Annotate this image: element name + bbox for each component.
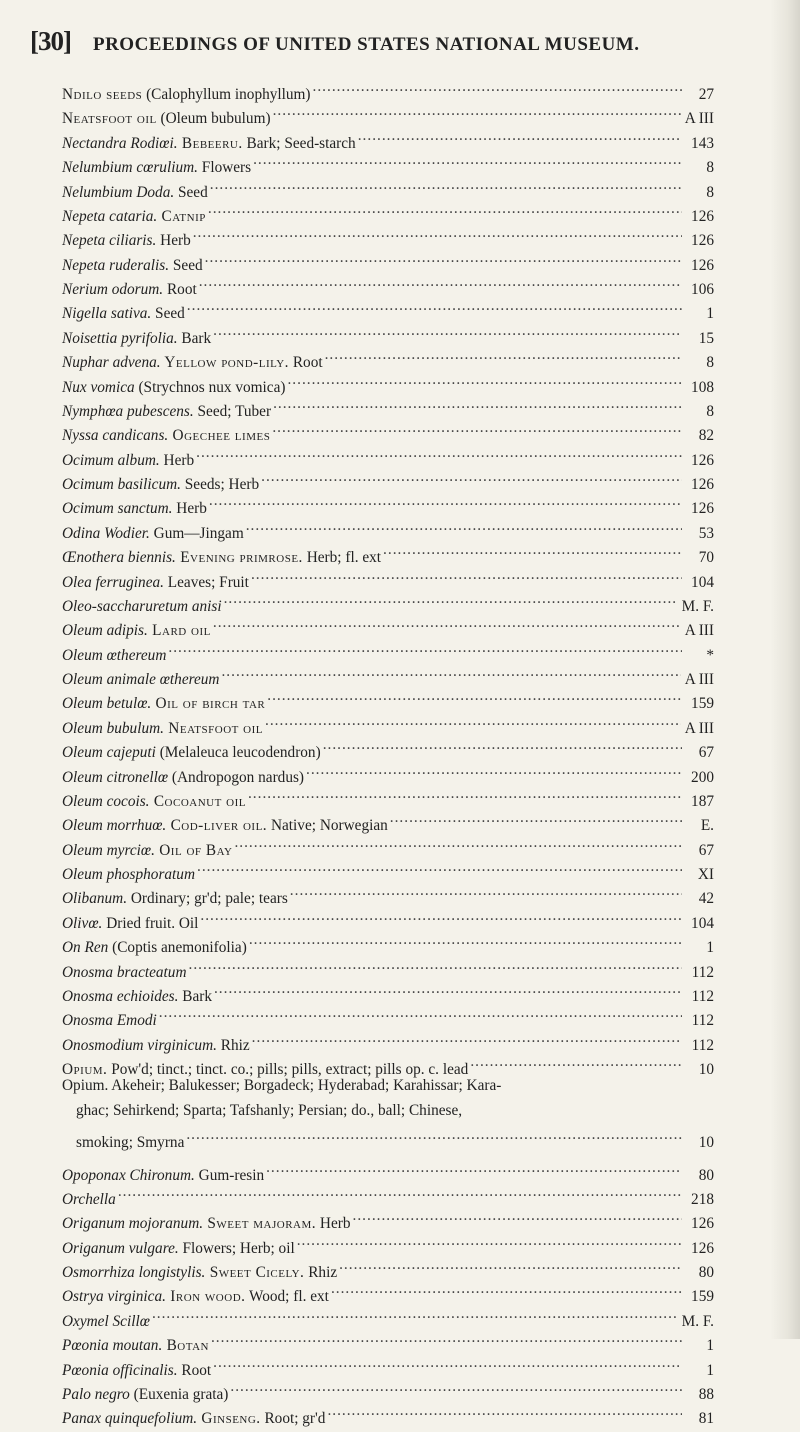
dot-leader	[211, 1326, 682, 1350]
entry-reference: 10	[698, 1134, 714, 1152]
entry-scientific-name: Palo negro	[62, 1385, 130, 1403]
page-edge-shadow	[770, 0, 800, 1339]
dot-leader	[168, 636, 682, 660]
entry-text	[62, 376, 285, 400]
entry-scientific-name: Nyssa candicans.	[62, 427, 169, 445]
entry-text	[62, 912, 198, 936]
entry-detail: Seed	[151, 305, 185, 323]
entry-common-name: Sweet Cicely.	[205, 1264, 305, 1281]
entry-detail: Rhiz	[216, 1036, 250, 1054]
entry-scientific-name: Oleum bubulum.	[62, 719, 164, 737]
entry-reference: 143	[691, 134, 714, 152]
dot-leader	[297, 1229, 682, 1253]
entry-text	[62, 692, 265, 716]
dot-leader	[152, 1302, 678, 1326]
entry-detail: Flowers	[197, 159, 252, 177]
entry-detail: (Oleum bubulum)	[156, 110, 271, 128]
entry-reference: 15	[698, 329, 714, 347]
entry-scientific-name: Nerium odorum.	[62, 281, 164, 298]
entry-common-name: Iron wood.	[165, 1288, 246, 1306]
entry-text	[62, 400, 271, 424]
page-number: [30]	[30, 26, 71, 56]
entry-text	[62, 1261, 337, 1285]
entry-detail: Bark	[177, 329, 212, 347]
entry-scientific-name: Oleum cocois.	[62, 792, 150, 810]
entry-scientific-name: Origanum mojoranum.	[62, 1215, 204, 1233]
dot-leader	[213, 319, 682, 343]
entry-scientific-name: Nectandra Rodiœi.	[62, 134, 178, 152]
dot-leader	[261, 465, 682, 489]
dot-leader	[287, 368, 682, 392]
entry-scientific-name: Origanum vulgare.	[62, 1239, 179, 1257]
entry-common-name: Oil of Bay	[154, 841, 233, 859]
entry-text	[62, 595, 222, 619]
index-entry	[62, 1026, 714, 1054]
entry-text	[62, 1310, 150, 1334]
entry-text	[62, 107, 271, 131]
entry-text	[62, 1188, 116, 1212]
entry-text	[62, 205, 206, 229]
entry-text	[62, 327, 211, 351]
dot-leader	[325, 343, 682, 367]
entry-detail: Bark; Seed-starch	[242, 134, 356, 152]
dot-leader	[234, 831, 682, 855]
dot-leader	[221, 660, 680, 684]
entry-reference: 1	[706, 939, 714, 957]
entry-reference: 104	[691, 914, 714, 932]
entry-detail: (Strychnos nux vomica)	[134, 378, 286, 396]
dot-leader	[290, 879, 682, 903]
entry-text	[62, 1407, 325, 1431]
entry-scientific-name: Nelumbium cœrulium.	[62, 159, 198, 177]
dot-leader	[197, 855, 682, 879]
entry-scientific-name: Nepeta cataria.	[62, 207, 158, 225]
entry-scientific-name: Œnothera biennis.	[62, 549, 176, 567]
entry-detail: (Euxenia grata)	[129, 1385, 229, 1403]
index-entry	[62, 75, 714, 103]
entry-scientific-name: Nelumbium Doda.	[62, 183, 175, 201]
entry-reference: 88	[698, 1385, 714, 1403]
entry-scientific-name: Nuphar advena.	[62, 354, 161, 372]
entry-detail: Herb	[316, 1215, 351, 1233]
entry-text	[62, 741, 321, 765]
entry-text	[62, 497, 207, 521]
entry-reference: 27	[698, 86, 714, 103]
dot-leader	[339, 1253, 682, 1277]
entry-text	[62, 961, 187, 985]
entry-text	[62, 1009, 157, 1033]
entry-common-name: Cocoanut oil	[149, 792, 246, 810]
entry-scientific-name: Onosma bracteatum	[62, 963, 187, 981]
entry-reference: 8	[706, 402, 714, 420]
entry-common-name: Evening primrose.	[175, 549, 303, 567]
entry-text	[62, 668, 219, 692]
dot-leader	[205, 246, 682, 270]
entry-scientific-name: Opoponax Chironum.	[62, 1166, 195, 1184]
dot-leader	[266, 1156, 682, 1180]
entry-detail: Root	[163, 281, 197, 298]
entry-reference: E.	[700, 817, 714, 835]
entry-reference: 1	[706, 305, 714, 323]
entry-scientific-name: Nymphœa pubescens.	[62, 402, 194, 420]
entry-detail: Seeds; Herb	[180, 476, 260, 493]
entry-detail: (Melaleuca leucodendron)	[155, 744, 321, 762]
dot-leader	[200, 904, 682, 928]
entry-reference: 112	[691, 963, 714, 981]
dot-leader	[390, 806, 682, 830]
entry-reference: M. F.	[681, 1312, 714, 1330]
dot-leader	[251, 563, 682, 587]
entry-detail: Ordinary; gr'd; pale; tears	[127, 890, 288, 908]
dot-leader	[265, 709, 681, 733]
entry-detail: Rhiz	[304, 1264, 338, 1281]
entry-detail: Seed	[174, 183, 208, 201]
entry-detail: (Coptis anemonifolia)	[108, 939, 247, 957]
entry-text	[62, 229, 191, 253]
entry-scientific-name: Ocimum basilicum.	[62, 476, 181, 493]
entry-reference: 8	[706, 183, 714, 201]
entry-scientific-name: Onosma Emodi	[62, 1012, 157, 1030]
entry-reference: 200	[691, 768, 714, 786]
entry-reference: A III	[684, 671, 714, 688]
dot-leader	[208, 197, 682, 221]
dot-leader	[383, 538, 682, 562]
entry-reference: A III	[684, 622, 714, 640]
entry-scientific-name: Oxymel Scillœ	[62, 1312, 150, 1330]
entry-reference: 70	[698, 549, 714, 567]
entry-common-name: Neatsfoot oil	[163, 719, 264, 737]
entry-text	[62, 644, 166, 668]
entry-common-name: Catnip	[157, 207, 206, 225]
entry-scientific-name: Nepeta ciliaris.	[62, 232, 157, 250]
opium-entry	[62, 1074, 714, 1155]
entry-text	[62, 1383, 228, 1407]
entry-text	[62, 522, 244, 546]
entry-common-name: Yellow pond-lily.	[160, 354, 290, 372]
entry-reference: 126	[691, 256, 714, 274]
entry-scientific-name: Olea ferruginea.	[62, 573, 164, 591]
entry-reference: 1	[706, 1337, 714, 1355]
opium-line-3	[62, 1123, 714, 1155]
dot-leader	[272, 416, 682, 440]
entry-scientific-name: Oleum phosphoratum	[62, 866, 195, 883]
entry-text	[62, 863, 195, 887]
entry-detail: Herb	[159, 451, 195, 469]
opium-line-1: Opium. Akeheir; Balukesser; Borgadeck; Hyderabad; Karahissar; Kara-	[62, 1077, 502, 1095]
entry-reference: 126	[691, 1215, 714, 1233]
entry-detail: Gum—Jingam	[149, 524, 244, 542]
entry-detail: Bark	[178, 987, 212, 1005]
index-entry	[62, 1204, 714, 1233]
entry-common-name: Oil of birch tar	[151, 695, 266, 713]
entry-text	[62, 302, 185, 326]
dot-leader	[187, 294, 682, 318]
entry-reference: 112	[691, 1036, 714, 1054]
entry-reference: 10	[698, 1061, 714, 1078]
entry-common-name: Cod-liver oil.	[166, 817, 268, 835]
dot-leader	[253, 148, 682, 172]
running-head-title: PROCEEDINGS OF UNITED STATES NATIONAL MUSEUM.	[92, 34, 640, 55]
dot-leader	[210, 173, 682, 197]
entry-scientific-name: On Ren	[62, 939, 109, 957]
entry-scientific-name: Noisettia pyrifolia.	[62, 329, 178, 347]
dot-leader	[193, 221, 682, 245]
entry-text	[62, 351, 323, 375]
entry-detail: Dried fruit. Oil	[102, 914, 199, 932]
dot-leader	[213, 1351, 682, 1375]
dot-leader	[196, 441, 682, 465]
entry-scientific-name: Panax quinquefolium.	[62, 1410, 198, 1428]
entry-scientific-name: Ocimum album.	[62, 451, 160, 469]
entry-detail: Herb; fl. ext	[302, 549, 382, 567]
entry-detail: (Calophyllum inophyllum)	[142, 86, 311, 103]
dot-leader	[267, 684, 682, 708]
entry-reference: 159	[691, 1288, 714, 1306]
entry-text	[62, 790, 246, 814]
entry-scientific-name: Odina Wodier.	[62, 524, 150, 542]
dot-leader	[273, 392, 682, 416]
entry-reference: 126	[691, 451, 714, 469]
entry-scientific-name: Oleum cajeputi	[62, 744, 156, 762]
dot-leader	[323, 733, 682, 757]
entry-text	[62, 449, 194, 473]
dot-leader	[252, 1026, 682, 1050]
entry-reference: 8	[706, 354, 714, 372]
dot-leader	[273, 99, 681, 123]
dot-leader	[358, 124, 682, 148]
entry-detail: Seed	[169, 256, 203, 274]
index-list	[62, 75, 714, 1428]
entry-reference: A III	[684, 110, 714, 128]
entry-lead: Ndilo seeds	[62, 86, 143, 103]
dot-leader	[331, 1277, 682, 1301]
entry-reference: 126	[691, 232, 714, 250]
entry-reference: 80	[698, 1166, 714, 1184]
entry-detail: Flowers; Herb; oil	[178, 1239, 295, 1257]
entry-reference: *	[706, 646, 714, 664]
entry-reference: 126	[691, 500, 714, 518]
entry-detail: Root	[177, 1361, 212, 1379]
dot-leader	[353, 1204, 682, 1228]
entry-reference: 80	[698, 1264, 714, 1281]
entry-scientific-name: Onosma echioides.	[62, 987, 179, 1005]
entry-scientific-name: Olibanum.	[62, 890, 128, 908]
entry-reference: A III	[684, 719, 714, 737]
dot-leader	[214, 977, 682, 1001]
entry-reference: XI	[697, 866, 714, 883]
dot-leader	[313, 75, 682, 99]
index-entry	[62, 1302, 714, 1330]
entry-reference: 42	[698, 890, 714, 908]
entry-text	[62, 571, 249, 595]
entry-scientific-name: Oleum citronellœ	[62, 768, 169, 786]
entry-scientific-name: Osmorrhiza longistylis.	[62, 1264, 206, 1281]
entry-reference: 218	[691, 1190, 714, 1208]
index-entry	[62, 1180, 714, 1208]
dot-leader	[224, 587, 678, 611]
entry-reference: 8	[706, 159, 714, 177]
index-entry	[62, 1001, 714, 1030]
index-entry	[62, 1326, 714, 1355]
dot-leader	[327, 1399, 682, 1423]
dot-leader	[249, 928, 682, 952]
entry-detail: (Andropogon nardus)	[168, 768, 305, 786]
entry-scientific-name: Ocimum sanctum.	[62, 500, 173, 518]
entry-scientific-name: Olivœ.	[62, 914, 103, 932]
entry-detail: Pow'd; tinct.; tinct. co.; pills; pills, extract; pills op. c. lead	[107, 1061, 469, 1078]
entry-reference: 108	[691, 378, 714, 396]
entry-lead: Opium.	[62, 1061, 108, 1078]
dot-leader	[209, 489, 682, 513]
entry-reference: 159	[691, 695, 714, 713]
entry-text	[62, 717, 263, 741]
entry-reference: 67	[698, 841, 714, 859]
entry-text	[62, 1359, 211, 1383]
entry-scientific-name: Oleum morrhuœ.	[62, 817, 167, 835]
entry-common-name: Ogechee limes	[168, 427, 271, 445]
entry-reference: M. F.	[681, 597, 714, 615]
entry-reference: 1	[706, 1361, 714, 1379]
entry-reference: 126	[691, 476, 714, 493]
entry-reference: 126	[691, 207, 714, 225]
entry-reference: 187	[691, 792, 714, 810]
entry-text	[62, 181, 208, 205]
dot-leader	[246, 514, 682, 538]
entry-detail: Leaves; Fruit	[163, 573, 249, 591]
entry-common-name: Ginseng.	[197, 1410, 261, 1428]
entry-text	[62, 1334, 209, 1358]
entry-detail: Gum-resin	[194, 1166, 265, 1184]
entry-scientific-name: Ostrya virginica.	[62, 1288, 166, 1306]
entry-detail: Seed; Tuber	[193, 402, 272, 420]
dot-leader	[118, 1180, 682, 1204]
dot-leader	[189, 953, 683, 977]
entry-scientific-name: Onosmodium virginicum.	[62, 1036, 217, 1054]
entry-scientific-name: Orchella	[62, 1190, 116, 1208]
entry-common-name: Sweet majoram.	[203, 1215, 317, 1233]
entry-scientific-name: Oleum betulœ.	[62, 695, 152, 713]
dot-leader	[230, 1375, 682, 1399]
entry-text	[62, 1237, 295, 1261]
entry-detail: Herb	[172, 500, 207, 518]
entry-reference: 106	[691, 281, 714, 298]
entry-scientific-name: Oleum myrciœ.	[62, 841, 155, 859]
entry-common-name: Botan	[162, 1337, 209, 1355]
dot-leader	[248, 782, 682, 806]
entry-reference: 112	[691, 987, 714, 1005]
entry-scientific-name: Nux vomica	[62, 378, 135, 396]
entry-scientific-name: Oleum adipis.	[62, 622, 148, 640]
entry-scientific-name: Nigella sativa.	[62, 305, 152, 323]
entry-reference: 126	[691, 1239, 714, 1257]
entry-common-name: Bebeeru.	[177, 134, 243, 152]
entry-reference: 53	[698, 524, 714, 542]
entry-scientific-name: Pœonia officinalis.	[62, 1361, 178, 1379]
entry-scientific-name: Oleo-saccharuretum anisi	[62, 597, 222, 615]
entry-scientific-name: Oleum animale œthereum	[62, 671, 220, 688]
dot-leader	[470, 1050, 682, 1074]
entry-detail: Root	[289, 354, 323, 372]
dot-leader	[306, 758, 682, 782]
dot-leader	[213, 611, 681, 635]
index-entry	[62, 1156, 714, 1184]
entry-reference: 104	[691, 573, 714, 591]
entry-detail: Native; Norwegian	[267, 817, 388, 835]
entry-text	[62, 254, 203, 278]
entry-reference: 112	[691, 1012, 714, 1030]
entry-detail: Wood; fl. ext	[245, 1288, 329, 1306]
entry-reference: 81	[698, 1410, 714, 1428]
entry-scientific-name: Pœonia moutan.	[62, 1337, 163, 1355]
entry-text	[62, 278, 197, 302]
entry-scientific-name: Nepeta ruderalis.	[62, 256, 170, 274]
dot-leader	[199, 270, 682, 294]
entry-common-name: Lard oil	[147, 622, 211, 640]
entry-text	[62, 1034, 250, 1058]
entry-lead: Neatsfoot oil	[62, 110, 157, 128]
opium-last-text: smoking; Smyrna	[76, 1134, 185, 1152]
entry-scientific-name: Oleum œthereum	[62, 646, 167, 664]
dot-leader	[186, 1123, 682, 1147]
running-header	[30, 26, 720, 57]
entry-detail: Root; gr'd	[260, 1410, 326, 1428]
dot-leader	[159, 1001, 682, 1025]
entry-reference: 67	[698, 744, 714, 762]
entry-detail: Herb	[156, 232, 191, 250]
entry-reference: 82	[698, 427, 714, 445]
opium-line-2: ghac; Sehirkend; Sparta; Tafshanly; Persian; do., ball; Chinese,	[76, 1101, 463, 1119]
